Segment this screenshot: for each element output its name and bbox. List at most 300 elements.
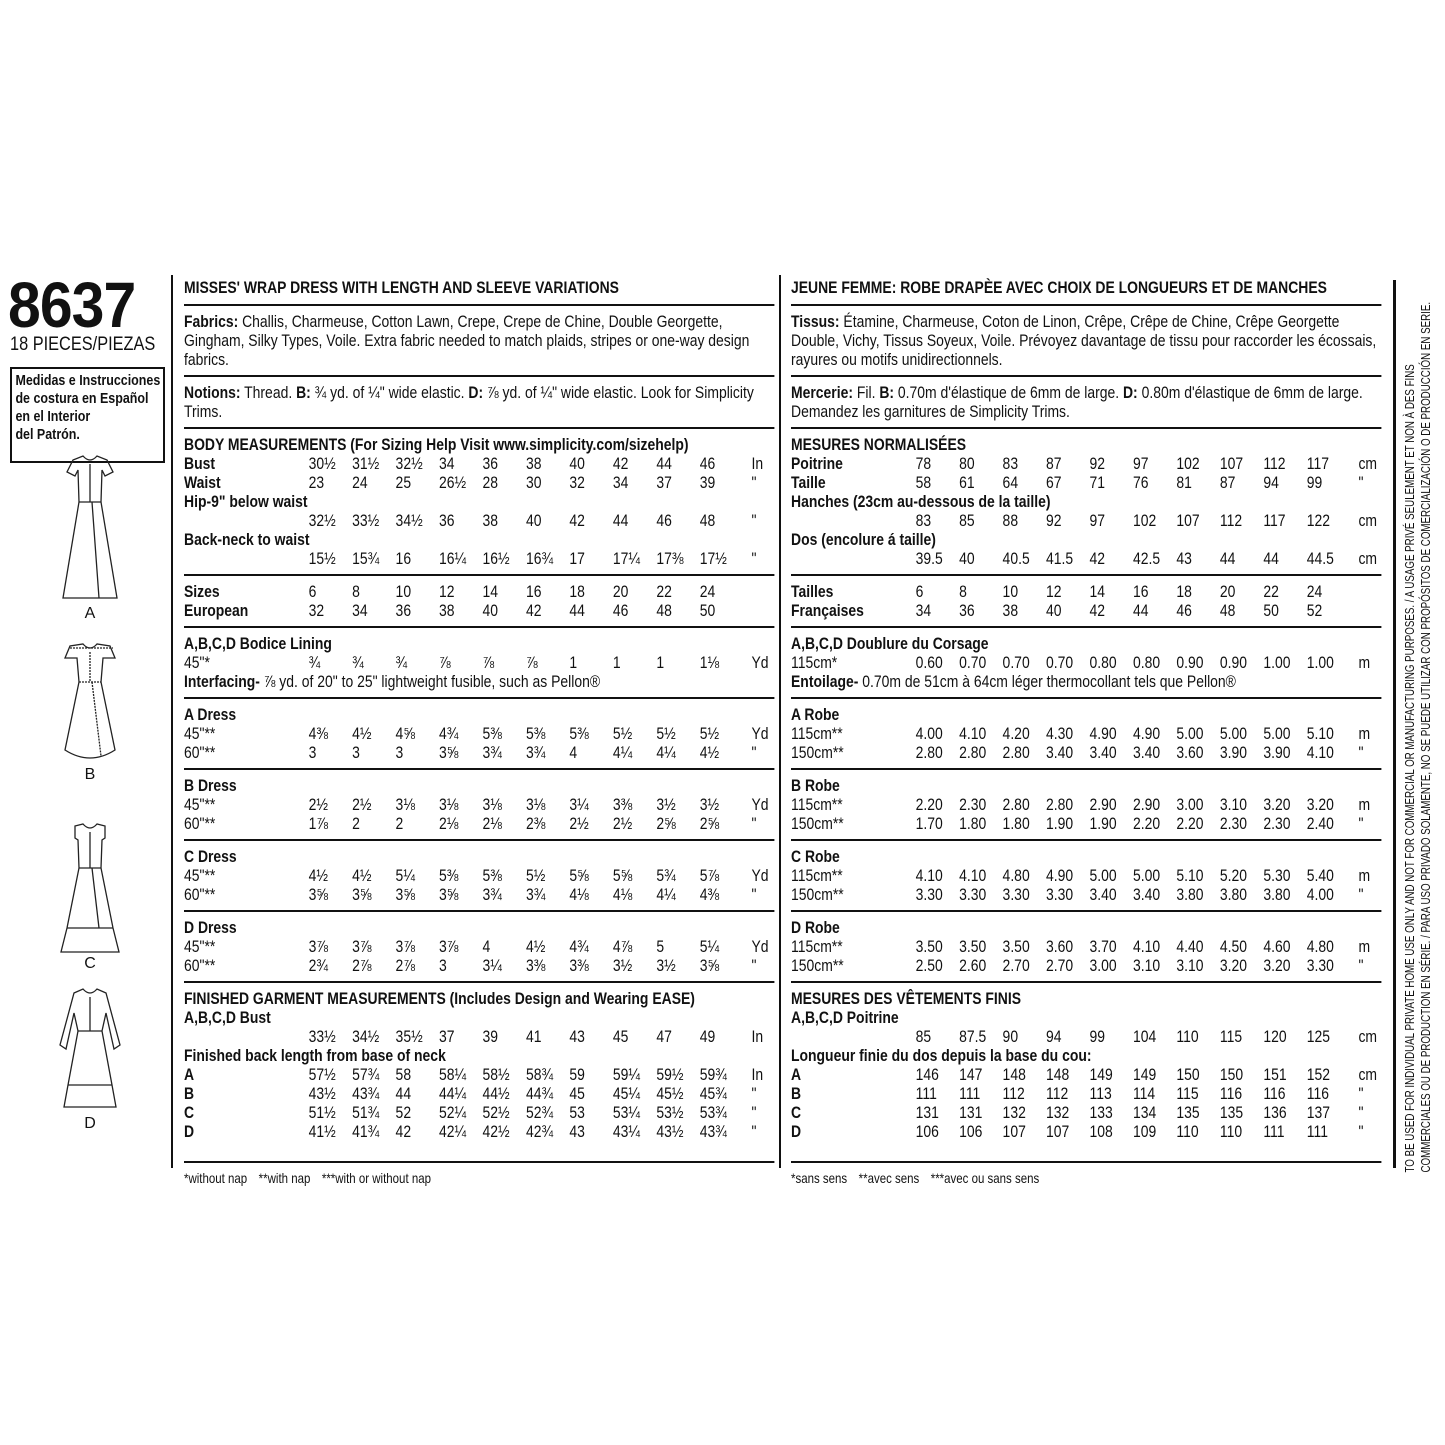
measurement-section (184, 847, 774, 904)
table-cell: 2⅞ (395, 956, 415, 975)
bold-label: Mercerie: (791, 383, 853, 402)
footnote: ***with or without nap (321, 1170, 431, 1186)
bold-label: Tissus: (791, 312, 840, 331)
table-cell: 42 (612, 454, 629, 473)
table-cell: 4⅜ (308, 724, 329, 743)
table-cell: 2.80 (959, 743, 987, 762)
table-cell: 15½ (308, 549, 336, 568)
piece-count: 18 PIECES/PIEZAS (10, 334, 156, 355)
table-row (184, 956, 774, 975)
table-cell: 87.5 (959, 1027, 987, 1046)
table-cell: 3⅞ (352, 937, 372, 956)
dress-d-drawing-icon (50, 985, 130, 1115)
table-cell: 102 (1132, 511, 1157, 530)
table-cell: 116 (1219, 1084, 1243, 1103)
row-label: C (791, 1103, 802, 1122)
table-cell: 38 (1002, 601, 1019, 620)
unit-label: m (1358, 653, 1371, 672)
table-cell: 3⅝ (395, 885, 415, 904)
table-cell: 5⅝ (569, 866, 589, 885)
row-heading: Finished back length from base of neck (184, 1046, 446, 1065)
table-cell: 2½ (612, 814, 633, 833)
table-row (791, 1027, 1381, 1046)
horizontal-rule (184, 375, 774, 377)
table-cell: 3.10 (1176, 956, 1204, 975)
row-label: 45"** (184, 866, 216, 885)
body-text: Thread. (240, 383, 297, 402)
table-cell: 4.80 (1306, 937, 1334, 956)
table-cell: 81 (1176, 473, 1192, 492)
table-cell: 1.00 (1306, 653, 1334, 672)
table-cell: 106 (915, 1122, 939, 1141)
row-label: 60"** (184, 743, 216, 762)
table-cell: 3.70 (1089, 937, 1117, 956)
table-cell: 1 (569, 653, 578, 672)
table-cell: 8 (959, 582, 967, 601)
bold-label: B: (879, 383, 895, 402)
table-cell: ⅞ (525, 653, 538, 672)
table-cell: 35½ (395, 1027, 423, 1046)
view-label: D (84, 1115, 96, 1132)
row-label: Tailles (791, 582, 834, 601)
table-cell: 59½ (656, 1065, 684, 1084)
table-cell: 112 (1002, 1084, 1025, 1103)
table-cell: 14 (482, 582, 498, 601)
unit-label: " (1358, 473, 1364, 492)
dress-b-drawing-icon (55, 638, 125, 766)
table-cell: 3½ (612, 956, 633, 975)
spanish-note-line: Medidas e Instrucciones (15, 373, 161, 389)
table-cell: 50 (699, 601, 716, 620)
table-cell: 4.30 (1046, 724, 1074, 743)
table-cell: 3 (395, 743, 404, 762)
horizontal-rule (184, 839, 774, 841)
horizontal-rule (184, 1161, 774, 1163)
measurement-section (791, 705, 1381, 762)
table-cell: 94 (1263, 473, 1279, 492)
table-cell: 24 (352, 473, 368, 492)
table-cell: 34 (352, 601, 368, 620)
table-cell: 3.40 (1046, 743, 1074, 762)
table-cell: 45¼ (612, 1084, 640, 1103)
unit-label: " (751, 885, 757, 904)
table-cell: 4.10 (959, 866, 987, 885)
table-row (791, 672, 1381, 691)
row-label: 115cm* (791, 653, 838, 672)
table-cell: 42½ (482, 1122, 510, 1141)
table-cell: 34 (915, 601, 932, 620)
table-cell: 1.80 (959, 814, 987, 833)
table-cell: 46 (612, 601, 629, 620)
table-cell: 3.90 (1219, 743, 1247, 762)
table-cell: 111 (1306, 1122, 1328, 1141)
measurement-section (184, 435, 774, 568)
table-cell: 33½ (308, 1027, 336, 1046)
table-row (791, 705, 1381, 724)
table-cell: 34½ (352, 1027, 380, 1046)
table-cell: 4½ (699, 743, 720, 762)
table-row (184, 1084, 774, 1103)
row-label: B (791, 1084, 802, 1103)
table-cell: 4.00 (1306, 885, 1334, 904)
body-text: 0.70m d'élastique de 6mm de large. (894, 383, 1123, 402)
unit-label: " (751, 473, 757, 492)
measurement-section (184, 582, 774, 620)
table-cell: 2⅛ (482, 814, 502, 833)
table-cell: 39 (482, 1027, 498, 1046)
row-label: 60"** (184, 956, 216, 975)
table-cell: 2.20 (1176, 814, 1204, 833)
table-cell: 0.80 (1132, 653, 1161, 672)
horizontal-rule (791, 427, 1381, 429)
table-row (791, 724, 1381, 743)
row-heading: A Dress (184, 705, 237, 724)
table-row (184, 454, 774, 473)
table-cell: 3⅛ (439, 795, 459, 814)
table-row (791, 492, 1381, 511)
body-text: Étamine, Charmeuse, Coton de Linon, Crêpe, Crêpe de Chine, Crêpe Georgette Double, Vichy, Tissus Soyeux, Voile. Prévoyez davantage de tissu pour raccorder les écossais, rayures ou motifs unidirectionnels. (791, 312, 1377, 369)
unit-label: " (751, 956, 757, 975)
table-cell: 150 (1176, 1065, 1200, 1084)
table-row (791, 1084, 1381, 1103)
table-cell: 30 (525, 473, 542, 492)
legal-line: TO BE USED FOR INDIVIDUAL PRIVATE HOME USE ONLY AND NOT FOR COMMERCIAL OR MANUFACTURING PURPOSES. / A USAGE PRIVÉ SEULEMENT ET NON À DES FINS (1403, 364, 1417, 1173)
table-cell: 40 (959, 549, 975, 568)
table-row (184, 1122, 774, 1141)
table-cell: 44 (569, 601, 585, 620)
horizontal-rule (791, 1161, 1381, 1163)
table-cell: 88 (1002, 511, 1019, 530)
table-cell: 41½ (308, 1122, 336, 1141)
table-cell: 58 (915, 473, 932, 492)
table-cell: 43¾ (699, 1122, 727, 1141)
table-cell: 99 (1306, 473, 1323, 492)
table-row (184, 634, 774, 653)
table-cell: 40 (569, 454, 585, 473)
table-cell: 0.90 (1219, 653, 1247, 672)
table-cell: 5¼ (395, 866, 415, 885)
table-cell: ⅞ (439, 653, 451, 672)
measurement-section (791, 918, 1381, 975)
table-cell: 2¾ (308, 956, 329, 975)
table-cell: 107 (1002, 1122, 1026, 1141)
table-cell: 2.40 (1306, 814, 1334, 833)
table-cell: 3.30 (1306, 956, 1334, 975)
table-cell: 3½ (699, 795, 720, 814)
table-cell: 34 (439, 454, 455, 473)
unit-label: " (1358, 1103, 1364, 1122)
unit-label: cm (1358, 511, 1378, 530)
table-row (184, 601, 774, 620)
row-label: 150cm** (791, 814, 844, 833)
table-cell: 43 (569, 1122, 585, 1141)
table-cell: 3.20 (1263, 795, 1291, 814)
table-cell: 52 (395, 1103, 412, 1122)
table-cell: 3.50 (915, 937, 943, 956)
measurement-section (184, 705, 774, 762)
table-cell: 2.30 (1263, 814, 1291, 833)
table-cell: 5½ (656, 724, 676, 743)
table-cell: 3.20 (1306, 795, 1334, 814)
table-row (184, 653, 774, 672)
table-cell: 4.10 (1132, 937, 1161, 956)
table-row (184, 511, 774, 530)
view-label: B (84, 766, 96, 783)
table-cell: 44 (1219, 549, 1236, 568)
table-cell: 58¾ (525, 1065, 554, 1084)
row-heading: C Dress (184, 847, 237, 866)
table-row (184, 866, 774, 885)
table-cell: 4.10 (1306, 743, 1334, 762)
table-row (184, 705, 774, 724)
row-heading: FINISHED GARMENT MEASUREMENTS (Includes Design and Wearing EASE) (184, 989, 695, 1008)
table-cell: 41.5 (1046, 549, 1074, 568)
table-cell: 43 (569, 1027, 585, 1046)
table-cell: 150 (1219, 1065, 1244, 1084)
table-cell: 39 (699, 473, 716, 492)
table-cell: 52½ (482, 1103, 510, 1122)
row-label: 45"** (184, 724, 216, 743)
table-cell: 2.70 (1046, 956, 1074, 975)
table-cell: 3½ (656, 956, 676, 975)
table-cell: 20 (612, 582, 629, 601)
body-text: Fil. (852, 383, 880, 402)
body-text: Challis, Charmeuse, Cotton Lawn, Crepe, Crepe de Chine, Double Georgette, Gingham, Silky Types, Voile. Extra fabric needed to match plaids, stripes or one-way design fabrics. (184, 312, 750, 369)
table-cell: 110 (1176, 1122, 1199, 1141)
table-cell: 46 (1176, 601, 1192, 620)
table-cell: 3.80 (1176, 885, 1204, 904)
table-cell: 16¼ (439, 549, 467, 568)
table-cell: 0.70 (1002, 653, 1030, 672)
table-cell: 48 (656, 601, 672, 620)
row-heading: B Dress (184, 776, 237, 795)
table-cell: 2½ (569, 814, 589, 833)
table-cell: 3 (439, 956, 447, 975)
table-cell: 44¼ (439, 1084, 467, 1103)
row-label: 60"** (184, 885, 216, 904)
table-cell: 3⅜ (569, 956, 589, 975)
table-row (184, 918, 774, 937)
table-cell: 5½ (699, 724, 720, 743)
table-cell: 32 (569, 473, 585, 492)
table-cell: 132 (1046, 1103, 1070, 1122)
table-cell: 5⅜ (482, 724, 502, 743)
unit-label: " (751, 549, 757, 568)
table-cell: 36 (959, 601, 975, 620)
table-row (791, 814, 1381, 833)
table-cell: 2.90 (1132, 795, 1161, 814)
table-cell: 53¼ (612, 1103, 640, 1122)
table-cell: 42 (1089, 549, 1105, 568)
row-label: Waist (184, 473, 221, 492)
table-cell: 2.80 (1002, 795, 1030, 814)
measurement-section (791, 634, 1381, 691)
table-cell: 3⅝ (699, 956, 720, 975)
table-cell: 36 (482, 454, 498, 473)
table-cell: 2.20 (1132, 814, 1161, 833)
measurement-section (184, 989, 774, 1155)
table-cell: 3⅝ (439, 885, 459, 904)
table-cell: 117 (1306, 454, 1330, 473)
table-cell: 2.80 (915, 743, 943, 762)
table-cell: 122 (1306, 511, 1331, 530)
table-cell: 25 (395, 473, 412, 492)
table-cell: 4.90 (1089, 724, 1117, 743)
row-heading: D Dress (184, 918, 237, 937)
table-cell: 3⅛ (395, 795, 415, 814)
bold-label: D: (1122, 383, 1138, 402)
table-cell: 5 (656, 937, 665, 956)
table-cell: 3.30 (915, 885, 943, 904)
table-cell: 3.60 (1046, 937, 1074, 956)
row-heading: Hip-9" below waist (184, 492, 308, 511)
table-cell: 45 (569, 1084, 585, 1103)
table-cell: 17½ (699, 549, 727, 568)
table-cell: ¾ (352, 653, 364, 672)
table-row (184, 1027, 774, 1046)
table-cell: 131 (959, 1103, 983, 1122)
row-label: 150cm** (791, 743, 844, 762)
table-cell: 10 (1002, 582, 1019, 601)
table-cell: 3.10 (1132, 956, 1161, 975)
table-cell: 47 (656, 1027, 672, 1046)
horizontal-rule (184, 981, 774, 983)
table-cell: 52¾ (525, 1103, 554, 1122)
table-cell: 4¾ (569, 937, 589, 956)
table-cell: 5.00 (1176, 724, 1204, 743)
dress-a-drawing-icon (55, 450, 125, 605)
notions-text (791, 383, 1381, 421)
table-cell: 135 (1176, 1103, 1200, 1122)
table-row (184, 776, 774, 795)
table-cell: 83 (915, 511, 932, 530)
row-label: 150cm** (791, 885, 844, 904)
table-cell: 102 (1176, 454, 1200, 473)
table-cell: 52 (1306, 601, 1323, 620)
table-cell: 16 (1132, 582, 1149, 601)
view-d (40, 985, 140, 1133)
table-cell: 111 (1263, 1122, 1285, 1141)
unit-label: " (751, 1122, 757, 1141)
table-cell: 5⅜ (439, 866, 459, 885)
table-cell: 16 (525, 582, 542, 601)
body-text: 0.80m d'élastique de 6mm de large. Demandez les garnitures de Simplicity Trims. (791, 383, 1363, 421)
table-cell: 41¾ (352, 1122, 380, 1141)
note-text (791, 672, 1236, 691)
unit-label: " (751, 1103, 757, 1122)
table-cell: 52¼ (439, 1103, 467, 1122)
table-cell: 43¾ (352, 1084, 380, 1103)
french-column (791, 277, 1445, 1188)
table-row (791, 582, 1381, 601)
table-cell: 46 (656, 511, 672, 530)
table-cell: 107 (1176, 511, 1200, 530)
table-cell: 5.40 (1306, 866, 1334, 885)
table-cell: 149 (1089, 1065, 1113, 1084)
table-cell: 4.10 (959, 724, 987, 743)
table-cell: 4.80 (1002, 866, 1030, 885)
table-cell: 42 (525, 601, 542, 620)
table-cell: 114 (1132, 1084, 1156, 1103)
row-label: Bust (184, 454, 215, 473)
table-cell: 43 (1176, 549, 1192, 568)
table-cell: 3⅝ (439, 743, 459, 762)
table-cell: 16 (395, 549, 412, 568)
unit-label: Yd (751, 724, 769, 743)
table-cell: 67 (1046, 473, 1062, 492)
table-row (791, 1046, 1381, 1065)
horizontal-rule (184, 910, 774, 912)
unit-label: " (1358, 814, 1364, 833)
unit-label: " (1358, 885, 1364, 904)
table-cell: 148 (1002, 1065, 1026, 1084)
measurement-section (184, 634, 774, 691)
table-cell: 5.30 (1263, 866, 1291, 885)
table-row (791, 776, 1381, 795)
horizontal-rule (791, 768, 1381, 770)
table-cell: 85 (959, 511, 975, 530)
legal-notice (1402, 268, 1434, 1173)
table-cell: 5⅝ (612, 866, 633, 885)
horizontal-rule (184, 574, 774, 576)
unit-label: In (751, 1065, 764, 1084)
left-divider (171, 275, 173, 1168)
body-text: ¾ yd. of ¼" wide elastic. (310, 383, 469, 402)
table-cell: 4.00 (915, 724, 943, 743)
table-cell: 4¼ (656, 885, 676, 904)
measurement-section (791, 847, 1381, 904)
table-row (184, 989, 774, 1008)
table-cell: 90 (1002, 1027, 1019, 1046)
table-cell: 0.60 (915, 653, 943, 672)
table-cell: 2⅝ (656, 814, 676, 833)
table-row (791, 1008, 1381, 1027)
table-cell: 78 (915, 454, 932, 473)
unit-label: In (751, 1027, 764, 1046)
row-label: A (791, 1065, 802, 1084)
table-row (791, 885, 1381, 904)
row-label: D (791, 1122, 802, 1141)
table-cell: 5⅜ (482, 866, 502, 885)
table-cell: 5½ (525, 866, 546, 885)
bold-label: Interfacing- (184, 672, 260, 691)
table-cell: 4½ (352, 724, 372, 743)
table-cell: 43½ (656, 1122, 684, 1141)
table-cell: 135 (1219, 1103, 1244, 1122)
table-cell: 4⅛ (569, 885, 589, 904)
table-cell: 5.00 (1089, 866, 1117, 885)
table-cell: 17¼ (612, 549, 640, 568)
row-heading: Back-neck to waist (184, 530, 310, 549)
dress-c-drawing-icon (55, 820, 125, 955)
horizontal-rule (184, 304, 774, 306)
row-label: 45"** (184, 937, 216, 956)
table-cell: 3.30 (959, 885, 987, 904)
table-cell: 38 (525, 454, 542, 473)
table-cell: 39.5 (915, 549, 943, 568)
table-cell: 152 (1306, 1065, 1331, 1084)
row-label: 60"** (184, 814, 216, 833)
table-cell: 3.90 (1263, 743, 1291, 762)
table-cell: 97 (1132, 454, 1149, 473)
table-cell: 4.10 (915, 866, 943, 885)
horizontal-rule (791, 839, 1381, 841)
table-cell: 48 (1219, 601, 1236, 620)
table-cell: 2.70 (1002, 956, 1030, 975)
table-cell: 45¾ (699, 1084, 727, 1103)
table-cell: 3⅝ (352, 885, 372, 904)
horizontal-rule (791, 375, 1381, 377)
